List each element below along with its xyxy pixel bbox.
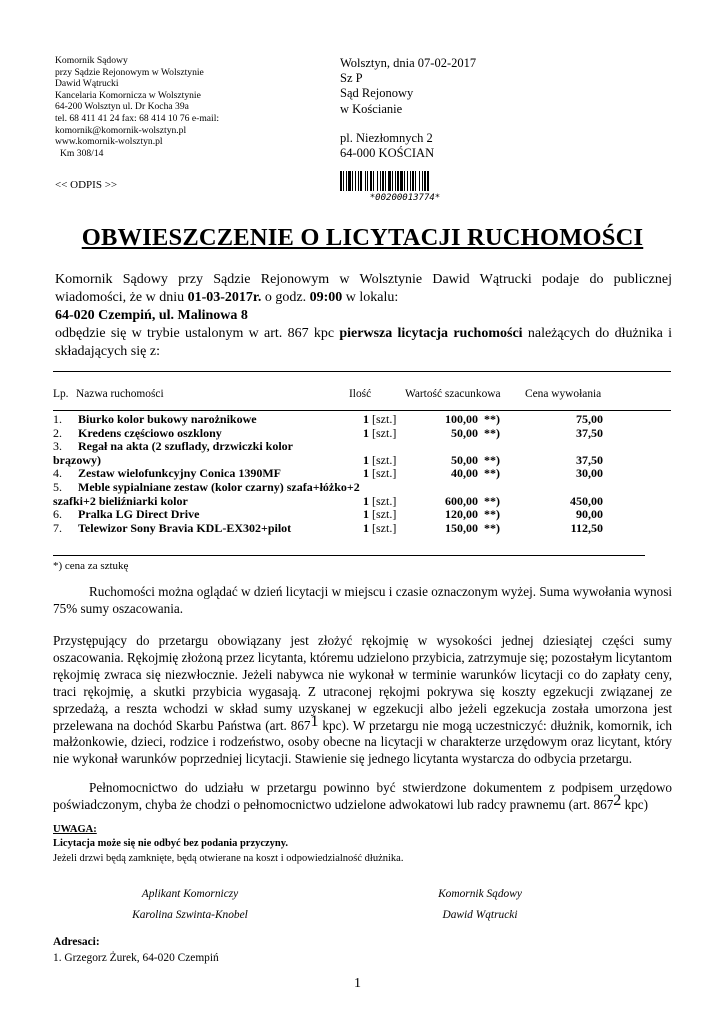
row-qty: 1 [363, 412, 369, 426]
sender-line: www.komornik-wolsztyn.pl [55, 136, 163, 148]
row-price: 37,50 [576, 452, 603, 467]
barcode-bar [346, 171, 347, 191]
row-value: 150,00 [445, 520, 478, 535]
signature-title: Komornik Sądowy [438, 888, 522, 900]
row-name: Regał na akta (2 szuflady, drzwiczki kolor [78, 439, 293, 454]
row-unit: [szt.] [372, 452, 397, 467]
row-lp: 5. [53, 479, 62, 494]
row-name: Kredens częściowo oszklony [78, 425, 222, 440]
paragraph-viewing: Ruchomości można oglądać w dzień licytacji w miejscu i czasie oznaczonym wyżej. Suma wywołania wynosi 75% sumy oszacowania. [53, 584, 672, 616]
intro-text: o godz. [261, 290, 310, 305]
table-row [0, 508, 725, 522]
sender-line: Dawid Wątrucki [55, 78, 119, 90]
sender-line: 64-200 Wolsztyn ul. Dr Kocha 39a [55, 101, 189, 113]
row-value: 120,00 [445, 507, 478, 522]
sender-line: tel. 68 411 41 24 fax: 68 414 10 76 e-mail: [55, 112, 220, 124]
barcode [340, 171, 470, 201]
table-row [0, 413, 725, 427]
barcode-bar [380, 171, 381, 191]
paragraph-text: kpc). W przetargu nie mogą uczestniczyć: dłużnik, komornik, ich małżonkowie, dzieci, rodzice i rodzeństwo, osoby obecne na licytacji w charakterze urzędowym oraz licytant, który nie wykonał warunków poprzedniej licytacji. Stawienie się jednego licytanta wystarcza do odbycia przetargu. [53, 717, 673, 767]
sender-line: komornik@komornik-wolsztyn.pl [55, 124, 187, 136]
date-line: Wolsztyn, dnia 07-02-2017 [340, 56, 477, 70]
paragraph-text: Przystępujący do przetargu obowiązany jest złożyć rękojmię w wysokości jednej dziesiątej części sumy oszacowania. Rękojmię złożoną przez licytanta, któremu udzielono przybicia, zatrzymuje się; pozostałym licytantom rękojmię zwraca się niezwłocznie. Jeżeli nabywca nie wykonał w terminie warunków licytacji co do zapłaty ceny, traci rękojmię, a skutki przybicia wygasają. Z utraconej rękojmi pokrywa się koszty egzekucji związanej ze sprzedażą, a reszta wchodzi w skład sumy uzyskanej w egzekucji albo jeżeli egzekucja została umorzona jest przelewana na dochód Skarbu Państwa (art. 867 [53, 633, 672, 733]
recipient-line: Sąd Rejonowy [340, 86, 414, 101]
row-unit: [szt.] [372, 412, 397, 426]
row-price: 75,00 [576, 412, 603, 426]
header-name: Nazwa ruchomości [76, 388, 164, 400]
article-superscript: 2 [613, 791, 622, 809]
row-unit: [szt.] [372, 520, 397, 535]
row-mark: **) [484, 520, 500, 535]
table-row [0, 467, 725, 481]
row-price: 112,50 [570, 520, 603, 535]
footnote: *) cena za sztukę [53, 560, 129, 572]
signature-name: Dawid Wątrucki [442, 909, 518, 921]
document-title: OBWIESZCZENIE O LICYTACJI RUCHOMOŚCI [81, 224, 644, 251]
row-unit: [szt.] [372, 466, 397, 481]
barcode-bar [404, 171, 405, 191]
barcode-bar [415, 171, 416, 191]
table-row [0, 481, 725, 495]
row-name: Biurko kolor bukowy narożnikowe [78, 412, 257, 426]
paragraph-text: kpc) [621, 796, 649, 812]
row-qty: 1 [363, 452, 369, 467]
table-row [0, 427, 725, 441]
barcode-bar [419, 171, 420, 191]
barcode-bar [367, 171, 368, 191]
row-price: 450,00 [570, 493, 603, 508]
addressees-heading: Adresaci: [53, 936, 100, 948]
barcode-bar [343, 171, 344, 191]
table-top-rule [53, 371, 671, 372]
recipient-block [340, 56, 476, 161]
paragraph-proxy [53, 780, 672, 814]
intro-text: Komornik Sądowy przy Sądzie Rejonowym w Wolsztynie Dawid Wątrucki podaje do publicznej wiadomości, że w dniu [55, 272, 672, 305]
recipient-line: w Kościanie [340, 101, 403, 116]
table-header-rule [53, 410, 671, 411]
article-superscript: 1 [310, 712, 319, 730]
row-price: 37,50 [576, 425, 603, 440]
row-qty: 1 [363, 520, 369, 535]
table-row [0, 522, 725, 536]
barcode-bar [370, 171, 372, 191]
barcode-bar [388, 171, 391, 191]
uwaga-line: Jeżeli drzwi będą zamknięte, będą otwierane na koszt i odpowiedzialność dłużnika. [53, 853, 404, 864]
addressee-line: 1. Grzegorz Żurek, 64-020 Czempiń [53, 952, 219, 964]
signature-left [80, 884, 300, 926]
barcode-bar [397, 171, 399, 191]
recipient-city: 64-000 KOŚCIAN [340, 146, 435, 161]
row-qty: 1 [363, 466, 369, 481]
row-qty: 1 [363, 493, 369, 508]
row-name-cont: szafki+2 bieliźniarki kolor [53, 493, 188, 508]
barcode-bar [385, 171, 386, 191]
barcode-bar [424, 171, 426, 191]
row-lp: 2. [53, 425, 62, 440]
row-price: 90,00 [576, 507, 603, 522]
row-mark: **) [484, 507, 500, 522]
signature-name: Karolina Szwinta-Knobel [132, 909, 248, 921]
barcode-bar [340, 171, 342, 191]
barcode-bar [382, 171, 384, 191]
barcode-bar [427, 171, 429, 191]
table-row-continuation [0, 495, 725, 509]
uwaga-heading: UWAGA: [53, 824, 97, 835]
paragraph-deposit [53, 633, 672, 768]
barcode-bar [400, 171, 403, 191]
row-name-cont: brązowy) [53, 452, 101, 467]
sender-line: przy Sądzie Rejonowym w Wolsztynie [55, 66, 204, 78]
sender-line: Komornik Sądowy [55, 55, 128, 66]
addressees [53, 934, 219, 966]
intro-paragraph [55, 271, 672, 361]
row-qty: 1 [363, 425, 369, 440]
barcode-bar [412, 171, 414, 191]
barcode-bar [365, 171, 366, 191]
intro-text: odbędzie się w trybie ustalonym w art. 867 kpc [55, 326, 340, 341]
row-lp: 1. [53, 412, 62, 426]
barcode-bar [395, 171, 396, 191]
auction-type: pierwsza licytacja ruchomości [339, 326, 523, 341]
header-lp: Lp. [53, 388, 69, 400]
barcode-bar [352, 171, 353, 191]
auction-place: 64-020 Czempiń, ul. Malinowa 8 [55, 308, 248, 323]
row-qty: 1 [363, 507, 369, 522]
row-unit: [szt.] [372, 507, 397, 522]
row-lp: 7. [53, 520, 62, 535]
barcode-bar [407, 171, 408, 191]
sender-block [55, 55, 219, 159]
row-lp: 3. [53, 439, 62, 454]
intro-text: należących do dłużnika i składających się z: [55, 326, 672, 359]
row-name: Zestaw wielofunkcyjny Conica 1390MF [78, 466, 281, 481]
signature-title: Aplikant Komorniczy [141, 888, 239, 900]
table-bottom-rule [53, 555, 645, 556]
uwaga-line: Licytacja może się nie odbyć bez podania przyczyny. [53, 838, 289, 849]
row-unit: [szt.] [372, 493, 397, 508]
barcode-text: *00200013774* [369, 193, 441, 201]
row-mark: **) [484, 493, 500, 508]
header-value: Wartość szacunkowa [405, 388, 501, 400]
header-price: Cena wywołania [525, 388, 602, 400]
odpis-label: << ODPIS >> [55, 179, 118, 191]
table-row [0, 440, 725, 454]
page-number: 1 [354, 976, 361, 991]
row-value: 50,00 [451, 425, 478, 440]
barcode-bars [340, 171, 470, 201]
barcode-bar [410, 171, 411, 191]
row-mark: **) [484, 452, 500, 467]
row-value: 40,00 [451, 466, 478, 481]
barcode-bar [422, 171, 423, 191]
row-lp: 4. [53, 466, 62, 481]
row-name: Telewizor Sony Bravia KDL-EX302+pilot [78, 520, 292, 535]
intro-text: w lokalu: [342, 290, 399, 305]
row-value: 600,00 [445, 493, 478, 508]
sender-line: Kancelaria Komornicza w Wolsztynie [55, 89, 201, 101]
auction-date: 01-03-2017r. [187, 290, 262, 305]
row-price: 30,00 [576, 466, 603, 481]
auction-time: 09:00 [309, 290, 343, 305]
row-lp: 6. [53, 507, 62, 522]
table-row-continuation [0, 454, 725, 468]
row-mark: **) [484, 412, 500, 426]
row-mark: **) [484, 425, 500, 440]
recipient-street: pl. Niezłomnych 2 [340, 130, 433, 145]
recipient-line: Sz P [340, 71, 363, 86]
row-name: Pralka LG Direct Drive [78, 507, 200, 522]
signature-right [370, 884, 590, 926]
barcode-bar [355, 171, 356, 191]
row-unit: [szt.] [372, 425, 397, 440]
barcode-bar [360, 171, 362, 191]
header-qty: Ilość [349, 388, 372, 400]
paragraph-text: Pełnomocnictwo do udziału w przetargu powinno być stwierdzone dokumentem z podpisem urzędowo poświadczonym, chyba że chodzi o pełnomocnictwo udzielone adwokatowi lub radcy prawnemu (art. 867 [53, 780, 672, 812]
case-number: Km 308/14 [60, 147, 104, 159]
barcode-bar [373, 171, 374, 191]
items-table [0, 413, 725, 535]
barcode-bar [377, 171, 378, 191]
barcode-bar [358, 171, 359, 191]
barcode-bar [348, 171, 351, 191]
row-value: 50,00 [451, 452, 478, 467]
row-mark: **) [484, 466, 500, 481]
row-value: 100,00 [445, 412, 478, 426]
row-name: Meble sypialniane zestaw (kolor czarny) szafa+łóżko+2 [78, 479, 360, 494]
barcode-bar [392, 171, 393, 191]
